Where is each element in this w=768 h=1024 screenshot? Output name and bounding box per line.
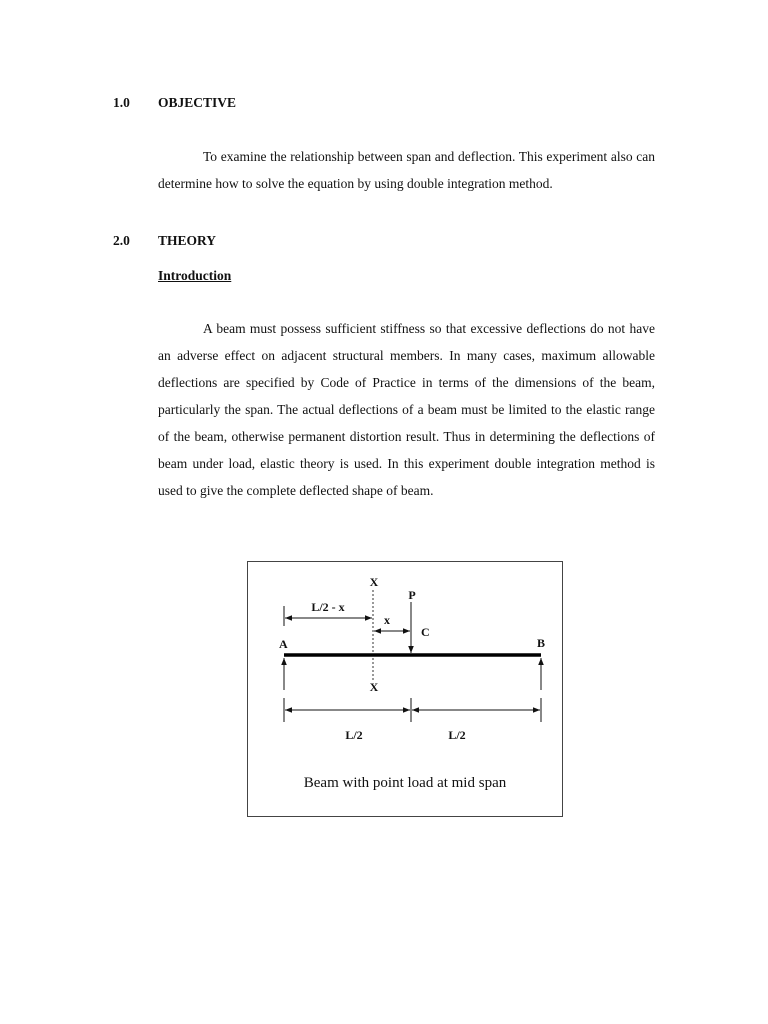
section-title-objective: OBJECTIVE <box>158 95 237 110</box>
objective-paragraph: To examine the relationship between span and deflection. This experiment also can determine how to solve the equation by using double integration method. <box>158 149 655 191</box>
figure-caption: Beam with point load at mid span <box>303 775 507 791</box>
section-number-1: 1.0 <box>113 95 130 110</box>
label-left-half: L/2 <box>345 728 363 742</box>
section-number-2: 2.0 <box>113 233 130 248</box>
label-x: x <box>384 613 390 627</box>
label-support-a: A <box>279 637 288 651</box>
label-support-b: B <box>537 636 546 650</box>
theory-paragraph: A beam must possess sufficient stiffness so that excessive deflections do not have an adverse effect on adjacent structural members. In many cases, maximum allowable deflections are specified by Code of Practice in terms of the dimensions of the beam, particularly the span. The actual deflections of a beam must be limited to the elastic range of the beam, otherwise permanent distortion result. Thus in determining the deflections of beam under load, elastic theory is used. In this experiment double integration method is used to give the complete deflected shape of beam. <box>158 321 655 498</box>
label-point-c: C <box>421 625 430 639</box>
section-title-theory: THEORY <box>158 233 217 248</box>
label-l2-minus-x: L/2 - x <box>311 600 345 614</box>
subheading-introduction: Introduction <box>158 268 232 283</box>
beam-figure <box>247 561 563 817</box>
label-load-p: P <box>408 588 416 602</box>
beam-diagram <box>248 562 562 816</box>
label-section-bottom: X <box>369 680 379 694</box>
label-right-half: L/2 <box>448 728 466 742</box>
label-section-top: X <box>369 575 379 589</box>
